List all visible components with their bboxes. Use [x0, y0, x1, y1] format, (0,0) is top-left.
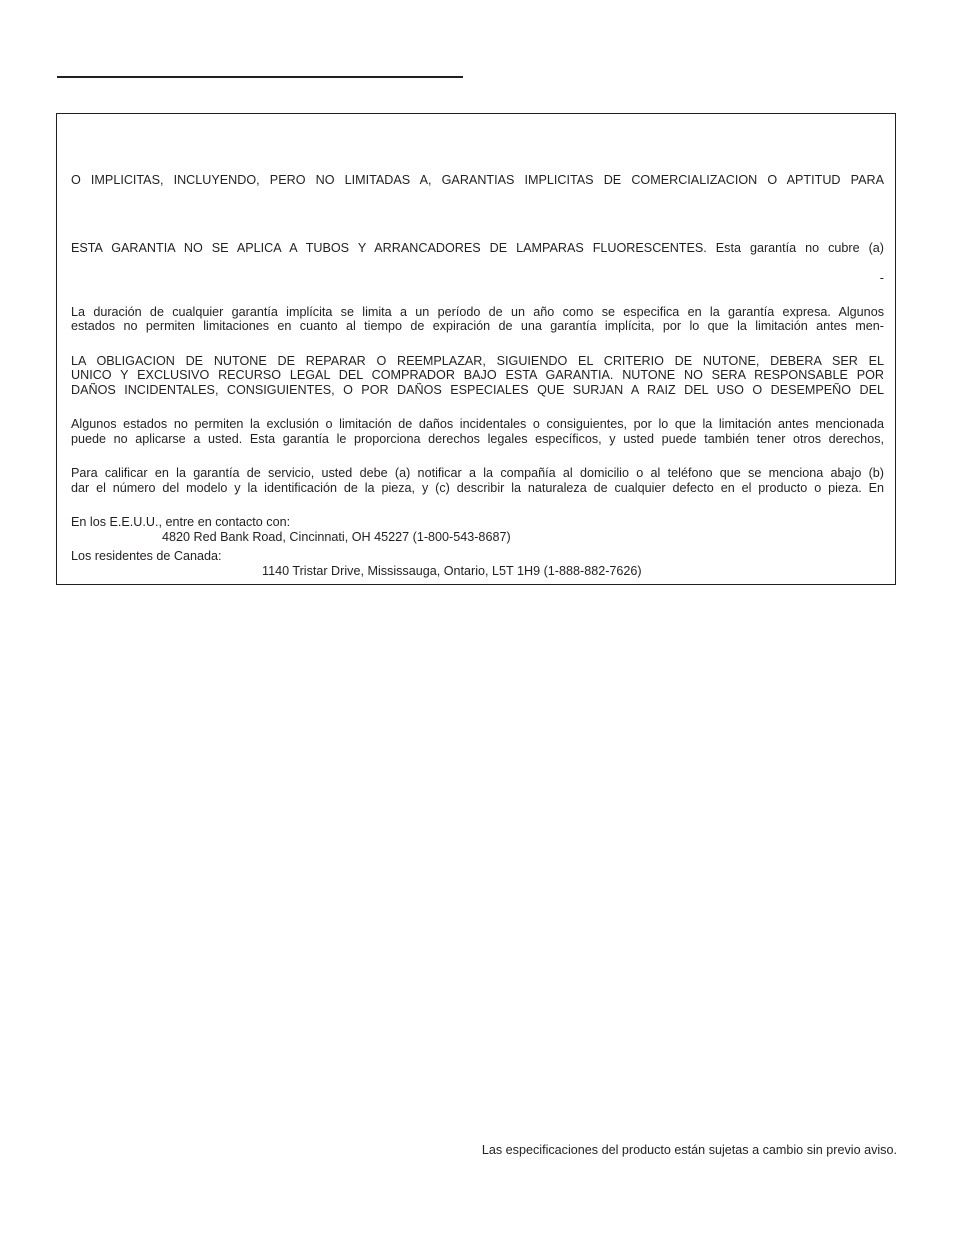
- warranty-paragraph-2-line-1: ESTA GARANTIA NO SE APLICA A TUBOS Y ARRANCADORES DE LAMPARAS FLUORESCENTES. Esta garantía no cubre (a): [71, 241, 884, 255]
- us-address: 4820 Red Bank Road, Cincinnati, OH 45227 (1-800-543-8687): [162, 530, 511, 544]
- warranty-paragraph-2-dash: -: [879, 271, 884, 285]
- warranty-paragraph-6-line-2: dar el número del modelo y la identificación de la pieza, y (c) describir la naturaleza de cualquier defecto en el producto o pieza. En: [71, 481, 884, 495]
- canada-contact-label: Los residentes de Canada:: [71, 549, 222, 563]
- warranty-paragraph-5-line-1: Algunos estados no permiten la exclusión o limitación de daños incidentales o consiguientes, por lo que la limitación antes mencionada: [71, 417, 884, 431]
- canada-address: 1140 Tristar Drive, Mississauga, Ontario, L5T 1H9 (1-888-882-7626): [262, 564, 642, 578]
- warranty-paragraph-4-line-1: LA OBLIGACION DE NUTONE DE REPARAR O REEMPLAZAR, SIGUIENDO EL CRITERIO DE NUTONE, DEBERA SER EL: [71, 354, 884, 368]
- warranty-paragraph-5-line-2: puede no aplicarse a usted. Esta garantía le proporciona derechos legales específicos, y usted puede también tener otros derechos,: [71, 432, 884, 446]
- warranty-paragraph-6-line-1: Para calificar en la garantía de servicio, usted debe (a) notificar a la compañía al domicilio o al teléfono que se menciona abajo (b): [71, 466, 884, 480]
- warranty-paragraph-1-line-1: O IMPLICITAS, INCLUYENDO, PERO NO LIMITADAS A, GARANTIAS IMPLICITAS DE COMERCIALIZACION O APTITUD PARA: [71, 173, 884, 187]
- warranty-paragraph-4-line-2: UNICO Y EXCLUSIVO RECURSO LEGAL DEL COMPRADOR BAJO ESTA GARANTIA. NUTONE NO SERA RESPONSABLE POR: [71, 368, 884, 382]
- warranty-paragraph-3-line-1: La duración de cualquier garantía implícita se limita a un período de un año como se especifica en la garantía expresa. Algunos: [71, 305, 884, 319]
- specifications-notice: Las especificaciones del producto están sujetas a cambio sin previo aviso.: [481, 1143, 897, 1157]
- header-rule: [57, 76, 463, 78]
- warranty-paragraph-4-line-3: DAÑOS INCIDENTALES, CONSIGUIENTES, O POR DAÑOS ESPECIALES QUE SURJAN A RAIZ DEL USO O DESEMPEÑO DEL: [71, 383, 884, 397]
- warranty-paragraph-3-line-2: estados no permiten limitaciones en cuanto al tiempo de expiración de una garantía implícita, por lo que la limitación antes men-: [71, 319, 884, 333]
- us-contact-label: En los E.E.U.U., entre en contacto con:: [71, 515, 291, 529]
